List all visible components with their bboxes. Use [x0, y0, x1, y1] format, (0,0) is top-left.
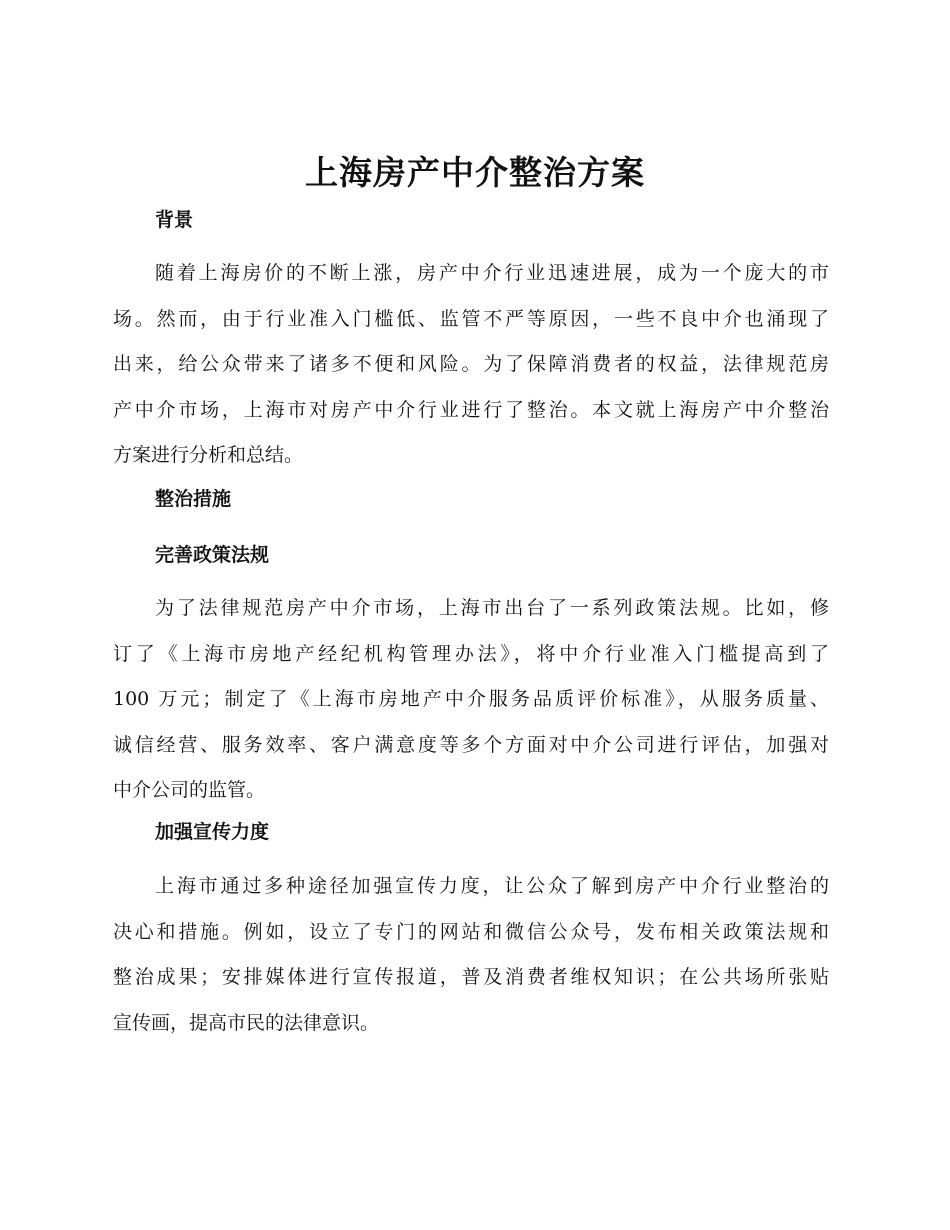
paragraph-line: 决心和措施。例如，设立了专门的网站和微信公众号，发布相关政策法规和 — [113, 920, 829, 943]
paragraph-publicity — [113, 864, 829, 1046]
paragraph-line: 诚信经营、服务效率、客户满意度等多个方面对中介公司进行评估，加强对 — [113, 733, 829, 756]
section-heading-measures: 整治措施 — [155, 488, 232, 510]
paragraph-line: 随着上海房价的不断上涨，房产中介行业迅速进展，成为一个庞大的市 — [155, 262, 829, 284]
paragraph-line: 整治成果；安排媒体进行宣传报道，普及消费者维权知识；在公共场所张贴 — [113, 966, 829, 988]
paragraph-line: 100 万元；制定了《上海市房地产中介服务品质评价标准》，从服务质量、 — [113, 688, 829, 710]
paragraph-line: 宣传画，提高市民的法律意识。 — [113, 1011, 380, 1034]
page-title: 上海房产中介整治方案 — [305, 153, 645, 192]
paragraph-policy — [113, 586, 829, 814]
section-heading-policy: 完善政策法规 — [155, 544, 270, 566]
paragraph-line: 场。然而，由于行业准入门槛低、监管不严等原因，一些不良中介也涌现了 — [113, 307, 829, 330]
paragraph-line: 出来，给公众带来了诸多不便和风险。为了保障消费者的权益，法律规范房 — [113, 353, 829, 375]
paragraph-line: 上海市通过多种途径加强宣传力度，让公众了解到房产中介行业整治的 — [155, 875, 829, 897]
section-heading-publicity: 加强宣传力度 — [155, 821, 270, 843]
paragraph-line: 为了法律规范房产中介市场，上海市出台了一系列政策法规。比如，修 — [155, 597, 829, 619]
section-heading-background: 背景 — [155, 209, 194, 231]
paragraph-background — [113, 251, 829, 479]
paragraph-line: 方案进行分析和总结。 — [113, 444, 304, 466]
paragraph-line: 订了《上海市房地产经纪机构管理办法》，将中介行业准入门槛提高到了 — [113, 642, 829, 665]
paragraph-line: 中介公司的监管。 — [113, 779, 266, 801]
paragraph-line: 产中介市场，上海市对房产中介行业进行了整治。本文就上海房产中介整治 — [113, 398, 829, 421]
